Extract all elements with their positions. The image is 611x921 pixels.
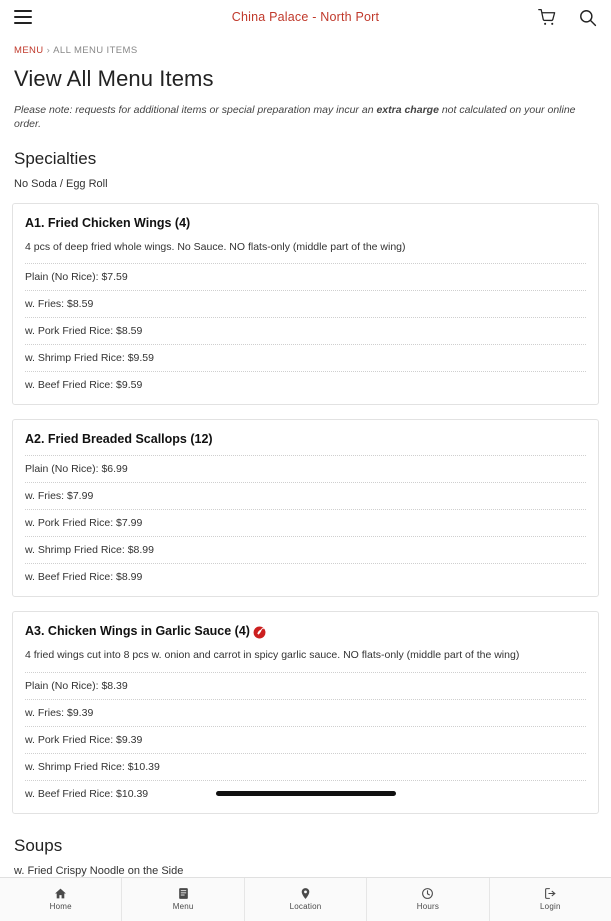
section-title-soups: Soups [14, 835, 63, 855]
menu-item-option[interactable]: w. Fries: $7.99 [25, 482, 586, 509]
breadcrumb-separator: › [46, 45, 51, 56]
login-icon [544, 887, 557, 900]
breadcrumb-current: ALL MENU ITEMS [53, 45, 138, 56]
hamburger-icon[interactable] [14, 10, 32, 24]
top-bar [0, 0, 611, 34]
menu-item-option[interactable]: w. Beef Fried Rice: $10.39 [25, 780, 586, 807]
breadcrumb [14, 45, 601, 56]
menu-item-option[interactable]: Plain (No Rice): $8.39 [25, 672, 586, 699]
tab-hours[interactable] [367, 878, 489, 921]
section-subtitle-specialties: No Soda / Egg Roll [14, 178, 108, 191]
menu-item-option[interactable]: w. Shrimp Fried Rice: $10.39 [25, 753, 586, 780]
menu-item-option[interactable]: w. Fries: $9.39 [25, 699, 586, 726]
menu-item-name [25, 216, 586, 230]
menu-item-name-text: A1. Fried Chicken Wings (4) [25, 216, 191, 231]
restaurant-name: China Palace - North Port [231, 10, 380, 24]
menu-item-name [25, 432, 586, 446]
tab-login-label: Login [540, 902, 561, 912]
menu-list-icon [177, 887, 190, 900]
menu-item-description: 4 fried wings cut into 8 pcs w. onion and carrot in spicy garlic sauce. NO flats-only (middle part of the wing) [25, 649, 520, 662]
menu-item-option[interactable]: w. Fries: $8.59 [25, 290, 586, 317]
menu-item-option[interactable]: w. Pork Fried Rice: $7.99 [25, 509, 586, 536]
shopping-cart-icon[interactable] [537, 7, 557, 27]
tab-location[interactable] [245, 878, 367, 921]
menu-item-option[interactable]: w. Beef Fried Rice: $9.59 [25, 371, 586, 398]
tab-location-label: Location [289, 902, 322, 912]
order-note-prefix: Please note: requests for additional items or special preparation may incur an [14, 104, 377, 116]
tab-menu-label: Menu [172, 902, 194, 912]
spicy-pepper-icon [253, 626, 266, 639]
menu-item-option[interactable]: Plain (No Rice): $7.59 [25, 263, 586, 290]
menu-item-option[interactable]: w. Shrimp Fried Rice: $8.99 [25, 536, 586, 563]
search-icon[interactable] [577, 7, 597, 27]
tab-login[interactable] [490, 878, 611, 921]
menu-item-options [25, 672, 586, 807]
location-pin-icon [299, 887, 312, 900]
page-title: View All Menu Items [14, 66, 214, 91]
order-note [14, 104, 601, 131]
menu-item-name-text: A3. Chicken Wings in Garlic Sauce (4) [25, 624, 250, 639]
home-icon [54, 887, 67, 900]
page-content [0, 34, 611, 877]
clock-icon [421, 887, 434, 900]
menu-item-option[interactable]: w. Shrimp Fried Rice: $9.59 [25, 344, 586, 371]
menu-item-options [25, 263, 586, 398]
menu-item-name-text: A2. Fried Breaded Scallops (12) [25, 432, 213, 447]
menu-item-description: 4 pcs of deep fried whole wings. No Sauce. NO flats-only (middle part of the wing) [25, 241, 406, 254]
section-title-specialties: Specialties [14, 149, 97, 169]
menu-item-card[interactable] [12, 611, 599, 813]
section-subtitle-soups: w. Fried Crispy Noodle on the Side [14, 864, 184, 877]
order-note-suffix: not calculated on your online order. [14, 104, 576, 130]
menu-item-options [25, 455, 586, 590]
tab-menu[interactable] [122, 878, 244, 921]
tab-hours-label: Hours [416, 902, 440, 912]
tab-home-label: Home [49, 902, 72, 912]
tab-home[interactable] [0, 878, 122, 921]
menu-item-card[interactable] [12, 419, 599, 597]
menu-item-name [25, 624, 586, 638]
breadcrumb-menu-link[interactable]: MENU [14, 45, 44, 56]
menu-item-option[interactable]: Plain (No Rice): $6.99 [25, 455, 586, 482]
menu-item-option[interactable]: w. Pork Fried Rice: $8.59 [25, 317, 586, 344]
bottom-tab-bar [0, 877, 611, 921]
menu-item-option[interactable]: w. Pork Fried Rice: $9.39 [25, 726, 586, 753]
home-indicator [216, 791, 396, 796]
menu-item-card[interactable] [12, 203, 599, 405]
menu-item-option[interactable]: w. Beef Fried Rice: $8.99 [25, 563, 586, 590]
top-bar-actions [537, 7, 597, 27]
order-note-emphasis: extra charge [376, 104, 439, 116]
